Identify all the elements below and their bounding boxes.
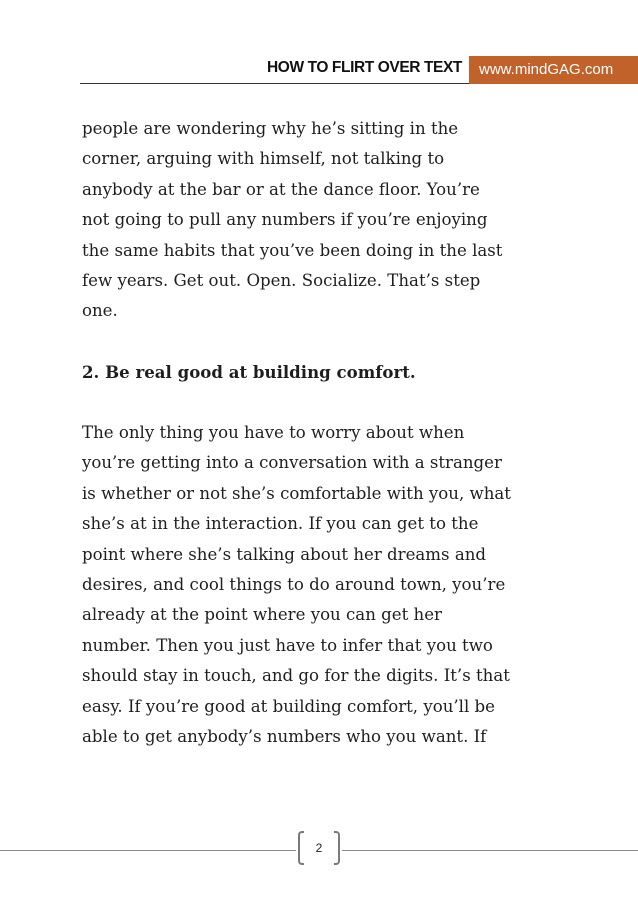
text-line: The only thing you have to worry about when [82,423,465,443]
text-line: anybody at the bar or at the dance floor. You’re [82,179,480,199]
text-line: point where she’s talking about her dreams and [82,544,487,564]
text-line: you’re getting into a conversation with a stranger [82,453,502,473]
header-divider [80,83,469,84]
text-line: the same habits that you’ve been doing in the last [82,240,503,260]
text-line: corner, arguing with himself, not talking to [82,149,445,169]
text-line: not going to pull any numbers if you’re enjoying [82,210,488,230]
text-line: one. [82,301,118,321]
text-line: number. Then you just have to infer that you two [82,635,493,655]
website-badge: www.mindGAG.com [469,56,638,84]
text-line: should stay in touch, and go for the digits. It’s that [82,666,510,686]
page-content [82,114,572,753]
text-line: she’s at in the interaction. If you can get to the [82,514,479,534]
text-line: able to get anybody’s numbers who you want. If [82,727,487,747]
paragraph [82,418,572,752]
page-header [0,56,638,86]
paragraph [82,114,572,327]
section-heading: 2. Be real good at building comfort. [82,362,416,383]
text-line: easy. If you’re good at building comfort, you’ll be [82,696,496,716]
text-line: few years. Get out. Open. Socialize. That’s step [82,271,481,291]
text-line: already at the point where you can get her [82,605,442,625]
text-line: is whether or not she’s comfortable with you, what [82,483,511,503]
page-number: 2 [315,841,323,855]
text-line: people are wondering why he’s sitting in the [82,119,459,138]
document-title: HOW TO FLIRT OVER TEXT [267,59,462,76]
page-number-frame [296,831,342,867]
text-line: desires, and cool things to do around town, you’re [82,575,506,595]
